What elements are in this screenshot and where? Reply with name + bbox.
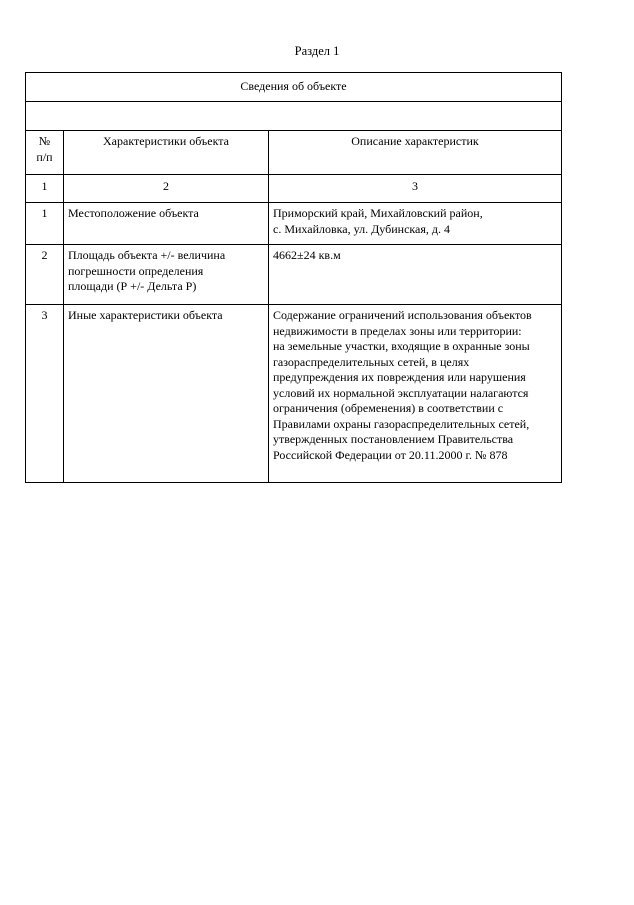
column-number-1: 1 xyxy=(26,175,64,203)
row-characteristic xyxy=(64,203,269,245)
text-line: с. Михайловка, ул. Дубинская, д. 4 xyxy=(273,221,450,236)
header-number xyxy=(26,131,64,175)
blank-row xyxy=(26,102,562,131)
text-line: условий их нормальной эксплуатации налагаются xyxy=(273,385,529,400)
header-number-line-2: п/п xyxy=(36,149,53,164)
text-line: газораспределительных сетей, в целях xyxy=(273,354,470,369)
text-line: утвержденных постановлением Правительства xyxy=(273,432,514,446)
caption-row xyxy=(26,73,562,102)
row-description xyxy=(269,245,562,305)
column-number-2: 2 xyxy=(64,175,269,203)
table-row xyxy=(26,305,562,483)
table-row xyxy=(26,245,562,305)
section-title: Раздел 1 xyxy=(294,44,340,58)
text-line: Приморский край, Михайловский район, xyxy=(273,206,483,220)
row-index: 3 xyxy=(26,305,64,483)
header-characteristics: Характеристики объекта xyxy=(64,131,269,175)
column-number-row xyxy=(26,175,562,203)
row-description xyxy=(269,203,562,245)
text-line: Иные характеристики объекта xyxy=(68,308,223,322)
text-line: ограничения (обременения) в соответствии с xyxy=(273,401,504,415)
table-row xyxy=(26,203,562,245)
blank-cell xyxy=(26,102,562,131)
column-number-3: 3 xyxy=(269,175,562,203)
table-caption: Сведения об объекте xyxy=(26,73,562,102)
text-line: погрешности определения xyxy=(68,263,204,278)
text-line: 4662±24 кв.м xyxy=(273,248,341,262)
row-characteristic xyxy=(64,245,269,305)
header-description: Описание характеристик xyxy=(269,131,562,175)
text-line: Содержание ограничений использования объектов xyxy=(273,308,532,322)
object-info-table xyxy=(25,72,562,483)
text-line: предупреждения их повреждения или нарушения xyxy=(273,370,526,384)
row-index: 2 xyxy=(26,245,64,305)
text-line: на земельные участки, входящие в охранные зоны xyxy=(273,339,530,353)
text-line: Местоположение объекта xyxy=(68,206,199,220)
text-line: Площадь объекта +/- величина xyxy=(68,248,226,262)
text-line: площади (Р +/- Дельта Р) xyxy=(68,279,197,293)
row-index: 1 xyxy=(26,203,64,245)
text-line: недвижимости в пределах зоны или территории: xyxy=(273,323,522,338)
text-line: Правилами охраны газораспределительных сетей, xyxy=(273,416,530,431)
row-description xyxy=(269,305,562,483)
text-line: Российской Федерации от 20.11.2000 г. № 878 xyxy=(273,447,508,462)
header-row xyxy=(26,131,562,175)
header-number-line-1: № xyxy=(38,134,51,148)
row-characteristic xyxy=(64,305,269,483)
